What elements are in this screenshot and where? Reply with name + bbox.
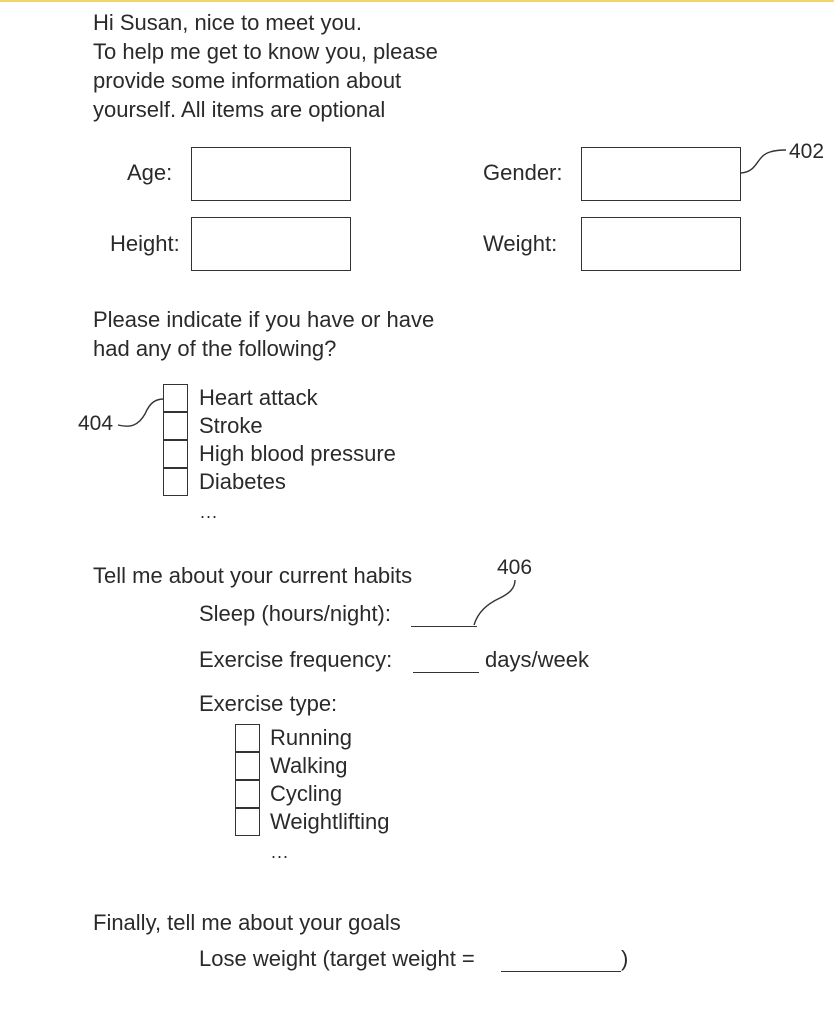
target-weight-input[interactable]: [501, 948, 621, 972]
exercise-type-label: Exercise type:: [199, 691, 338, 716]
conditions-prompt-line-1: Please indicate if you have or have: [93, 307, 435, 332]
lose-weight-close-paren: ): [621, 946, 629, 971]
reference-numeral-404: 404: [78, 412, 114, 435]
exercise-frequency-label: Exercise frequency:: [199, 647, 393, 672]
sleep-label: Sleep (hours/night):: [199, 601, 391, 626]
height-label: Height:: [110, 231, 180, 256]
exercise-more-ellipsis: ...: [271, 842, 290, 862]
age-label: Age:: [127, 160, 173, 185]
reference-numeral-406: 406: [497, 556, 533, 579]
exercise-frequency-unit: days/week: [485, 647, 589, 672]
checkbox-high-blood-pressure[interactable]: [163, 440, 188, 468]
greeting-line-3: provide some information about: [93, 68, 402, 93]
age-input[interactable]: [191, 147, 351, 201]
exercise-label-running: Running: [270, 725, 352, 750]
habits-heading: Tell me about your current habits: [93, 563, 413, 588]
goals-heading: Finally, tell me about your goals: [93, 910, 401, 935]
exercise-label-walking: Walking: [270, 753, 348, 778]
greeting-line-2: To help me get to know you, please: [93, 39, 438, 64]
checkbox-running[interactable]: [235, 724, 260, 752]
leader-line-404: [118, 399, 164, 426]
checkbox-weightlifting[interactable]: [235, 808, 260, 836]
leader-line-402: [741, 150, 786, 173]
exercise-frequency-input[interactable]: [413, 649, 479, 673]
checkbox-walking[interactable]: [235, 752, 260, 780]
checkbox-stroke[interactable]: [163, 412, 188, 440]
checkbox-diabetes[interactable]: [163, 468, 188, 496]
exercise-label-weightlifting: Weightlifting: [270, 809, 390, 834]
condition-label-diabetes: Diabetes: [199, 469, 286, 494]
height-input[interactable]: [191, 217, 351, 271]
conditions-more-ellipsis: ...: [200, 502, 219, 522]
leader-line-406: [474, 580, 515, 625]
condition-label-high-blood-pressure: High blood pressure: [199, 441, 396, 466]
sleep-hours-input[interactable]: [411, 603, 477, 627]
greeting-line-1: Hi Susan, nice to meet you.: [93, 10, 363, 35]
reference-numeral-402: 402: [789, 140, 825, 163]
weight-input[interactable]: [581, 217, 741, 271]
top-border-line: [0, 0, 834, 2]
checkbox-heart-attack[interactable]: [163, 384, 188, 412]
condition-label-stroke: Stroke: [199, 413, 263, 438]
exercise-label-cycling: Cycling: [270, 781, 343, 806]
conditions-prompt-line-2: had any of the following?: [93, 336, 337, 361]
gender-label: Gender:: [483, 160, 563, 185]
weight-label: Weight:: [483, 231, 558, 256]
condition-label-heart-attack: Heart attack: [199, 385, 318, 410]
checkbox-cycling[interactable]: [235, 780, 260, 808]
greeting-line-4: yourself. All items are optional: [93, 97, 386, 122]
gender-input[interactable]: [581, 147, 741, 201]
lose-weight-label: Lose weight (target weight =: [199, 946, 475, 971]
